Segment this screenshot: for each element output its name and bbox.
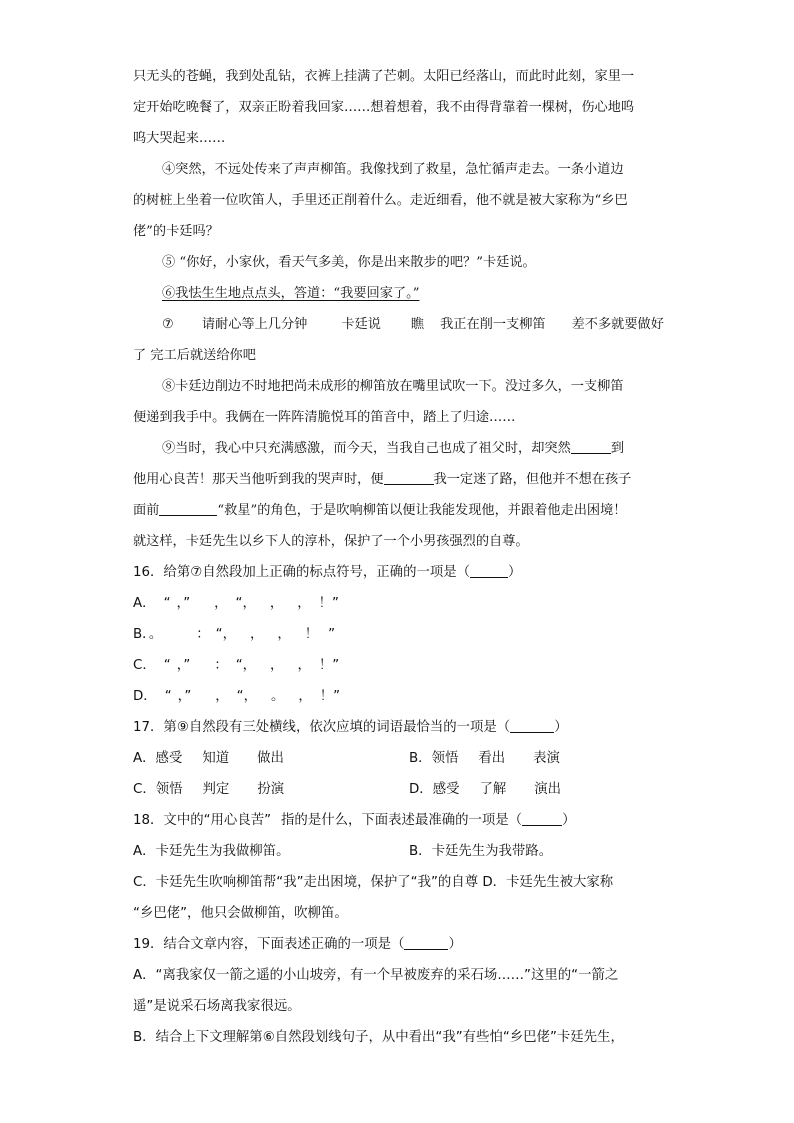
question-16-stem: 16．给第⑦自然段加上正确的标点符号，正确的一项是（ ） — [133, 565, 522, 580]
option-16-A: A． “ ，” ， “， ， ， ！” — [133, 596, 339, 611]
p7-segment: 差不多就要做好 — [571, 317, 664, 332]
passage-line: 就这样，卡廷先生以乡下人的淳朴，保护了一个小男孩强烈的自尊。 — [133, 534, 529, 549]
question-17-stem: 17．第⑨自然段有三处横线，依次应填的词语最恰当的一项是（ ） — [133, 720, 568, 735]
passage-line — [162, 315, 664, 335]
p7-segment: 我正在削一支柳笛 — [440, 317, 546, 332]
p9-text: 我一定迷了路，但他并不想在孩子 — [433, 472, 632, 487]
option-16-B: B．。 ： “， ， ， ！ ” — [133, 627, 336, 642]
passage-line: ⑤ “你好，小家伙，看天气多美，你是出来散步的吧？”卡廷说。 — [162, 255, 536, 270]
option-17-C: C．领悟 判定 扮演 — [133, 782, 285, 797]
p9-text: 到 — [610, 441, 624, 456]
option-17-A: A．感受 知道 做出 — [133, 751, 284, 766]
passage-line: 定开始吃晚餐了，双亲正盼着我回家……想着想着，我不由得背靠着一棵树，伤心地呜 — [133, 100, 635, 115]
option-19-B: B．结合上下文理解第⑥自然段划线句子，从中看出“我”有些怕“乡巴佬”卡廷先生， — [133, 1030, 624, 1045]
option-18-D-cont: “乡巴佬”，他只会做柳笛，吹柳笛。 — [133, 906, 348, 921]
option-19-A-cont: 遥”是说采石场离我家很远。 — [133, 999, 301, 1014]
passage-line: ④突然，不远处传来了声声柳笛。我像找到了救星，急忙循声走去。一条小道边 — [162, 162, 624, 177]
answer-blank — [404, 935, 448, 950]
passage-line: 了 完工后就送给你吧 — [133, 348, 256, 363]
passage-line — [133, 501, 626, 521]
answer-blank — [522, 811, 562, 826]
p9-text: “救星”的角色，于是吹响柳笛以便让我能发现他，并跟着他走出困境！ — [217, 503, 627, 518]
passage-line: ⑧卡廷边削边不时地把尚未成形的柳笛放在嘴里试吹一下。没过多久，一支柳笛 — [162, 379, 624, 394]
passage-line — [162, 439, 624, 459]
passage-line: 的树桩上坐着一位吹笛人，手里还正削着什么。走近细看，他不就是被大家称为“乡巴 — [133, 193, 628, 208]
option-18-B: B．卡廷先生为我带路。 — [409, 844, 553, 859]
passage-line — [133, 470, 631, 490]
question-19-stem: 19．结合文章内容，下面表述正确的一项是（ ） — [133, 937, 462, 952]
p9-text: 他用心良苦！那天当他听到我的哭声时，便 — [133, 472, 384, 487]
passage-line: 佬”的卡廷吗？ — [133, 224, 219, 239]
answer-blank-2 — [384, 470, 434, 485]
p9-text: ⑨当时，我心中只充满感激，而今天，当我自己也成了祖父时，却突然 — [162, 441, 571, 456]
option-16-C: C． “ ，” ： “， ， ， ！” — [133, 658, 340, 673]
answer-blank-3 — [159, 501, 217, 516]
question-18-stem: 18．文中的“用心良苦” 指的是什么，下面表述最准确的一项是（ ） — [133, 813, 576, 828]
option-17-D: D．感受 了解 演出 — [409, 782, 562, 797]
option-19-A: A．“离我家仅一箭之遥的小山坡旁，有一个早被废弃的采石场……”这里的“一箭之 — [133, 968, 619, 983]
option-17-B: B．领悟 看出 表演 — [409, 751, 560, 766]
p7-segment: 请耐心等上几分钟 — [201, 317, 308, 332]
option-18-A: A．卡廷先生为我做柳笛。 — [133, 844, 290, 859]
answer-blank — [510, 718, 554, 733]
p7-segment: 卡廷说 — [341, 317, 381, 332]
passage-line: 呜大哭起来…… — [133, 131, 226, 146]
answer-blank — [470, 563, 508, 578]
underlined-sentence: ⑥我怯生生地点点头，答道：“我要回家了。” — [162, 286, 420, 301]
answer-blank-1 — [571, 439, 611, 454]
p7-segment: 瞧 — [410, 317, 425, 332]
option-18-CD: C．卡廷先生吹响柳笛帮“我”走出困境，保护了“我”的自尊 D．卡廷先生被大家称 — [133, 875, 614, 890]
passage-line: 只无头的苍蝇，我到处乱钻，衣裤上挂满了芒刺。太阳已经落山，而此时此刻，家里一 — [133, 69, 635, 84]
passage-line: 便递到我手中。我俩在一阵阵清脆悦耳的笛音中，踏上了归途…… — [133, 410, 516, 425]
p9-text: 面前 — [133, 503, 160, 518]
para-number: ⑦ — [162, 317, 174, 332]
option-16-D: D． “ ，” ， “， 。 ， ！” — [133, 689, 341, 704]
